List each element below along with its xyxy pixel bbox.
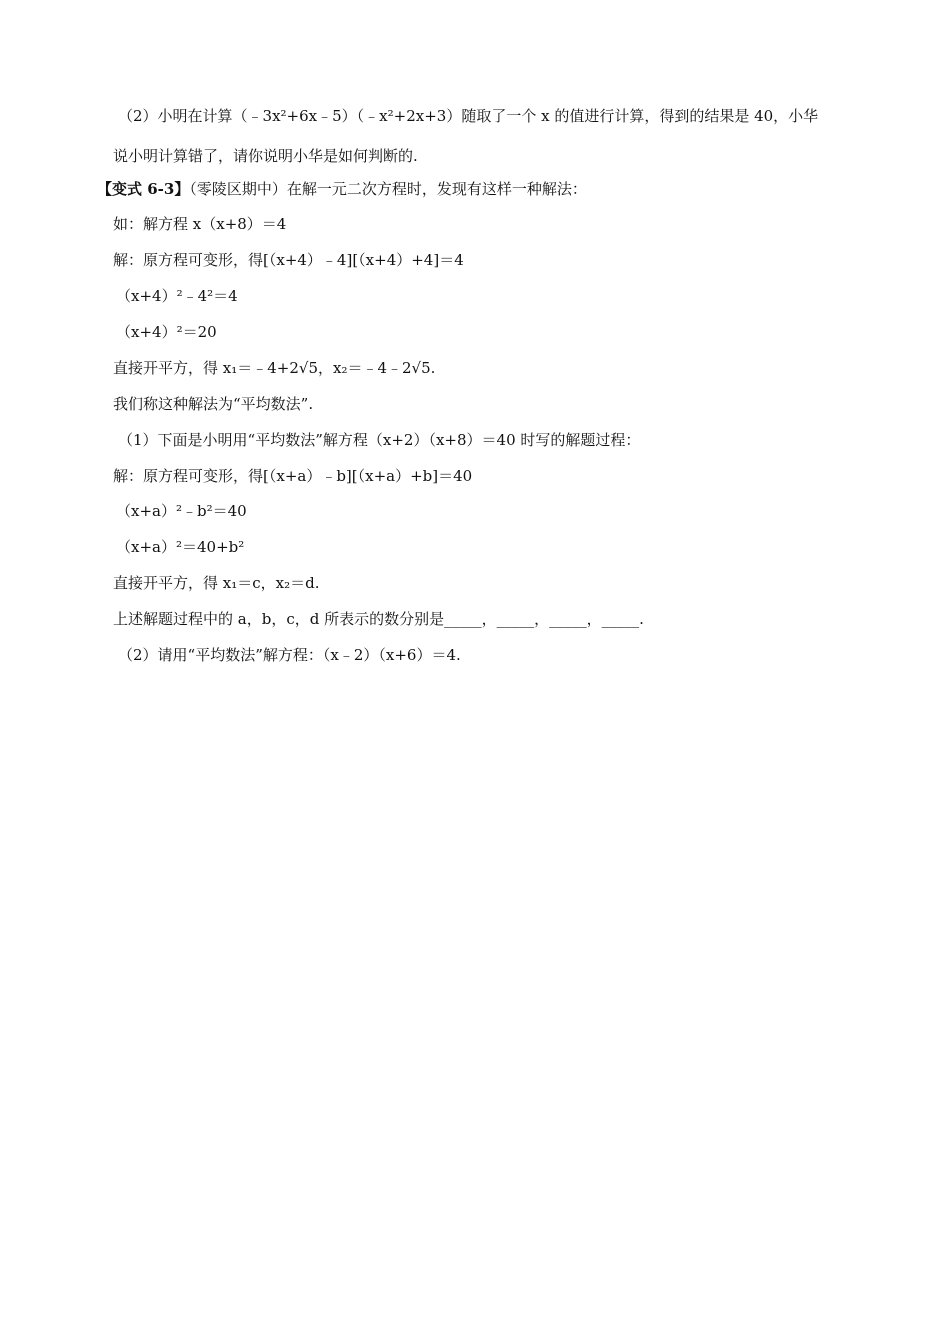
- solution-step-3: （x+4）²＝20: [116, 323, 217, 341]
- solution-step-1: 解：原方程可变形，得[（x+4）﹣4][（x+4）+4]＝4: [113, 251, 464, 269]
- variant-intro: （零陵区期中）在解一元二次方程时，发现有这样一种解法：: [189, 180, 587, 198]
- question-part-2-line-2: 说小明计算错了，请你说明小华是如何判断的.: [113, 147, 418, 165]
- variant-label: 【变式 6-3】: [97, 180, 190, 198]
- solution-step-2: （x+4）²﹣4²＝4: [116, 287, 238, 305]
- sub-question-1: （1）下面是小明用“平均数法”解方程（x+2）（x+8）＝40 时写的解题过程：: [118, 431, 641, 449]
- xiaoming-step-3: （x+a）²＝40+b²: [116, 538, 245, 556]
- xiaoming-step-2: （x+a）²﹣b²＝40: [116, 502, 247, 520]
- xiaoming-result: 直接开平方，得 x₁＝c，x₂＝d.: [113, 574, 320, 592]
- solution-result: 直接开平方，得 x₁＝﹣4+2√5，x₂＝﹣4﹣2√5.: [113, 359, 436, 377]
- sub-question-2: （2）请用“平均数法”解方程：（x﹣2）（x+6）＝4.: [118, 646, 461, 664]
- variant-heading: [97, 179, 587, 199]
- xiaoming-step-1: 解：原方程可变形，得[（x+a）﹣b][（x+a）+b]＝40: [113, 467, 473, 485]
- fill-in-blanks: 上述解题过程中的 a，b，c，d 所表示的数分别是_____，_____，_____，_____.: [113, 610, 644, 628]
- question-part-2-line-1: （2）小明在计算（﹣3x²+6x﹣5）（﹣x²+2x+3）随取了一个 x 的值进行计算，得到的结果是 40，小华: [118, 107, 819, 125]
- method-name: 我们称这种解法为“平均数法”.: [113, 395, 314, 413]
- example-equation: 如：解方程 x（x+8）＝4: [113, 215, 287, 233]
